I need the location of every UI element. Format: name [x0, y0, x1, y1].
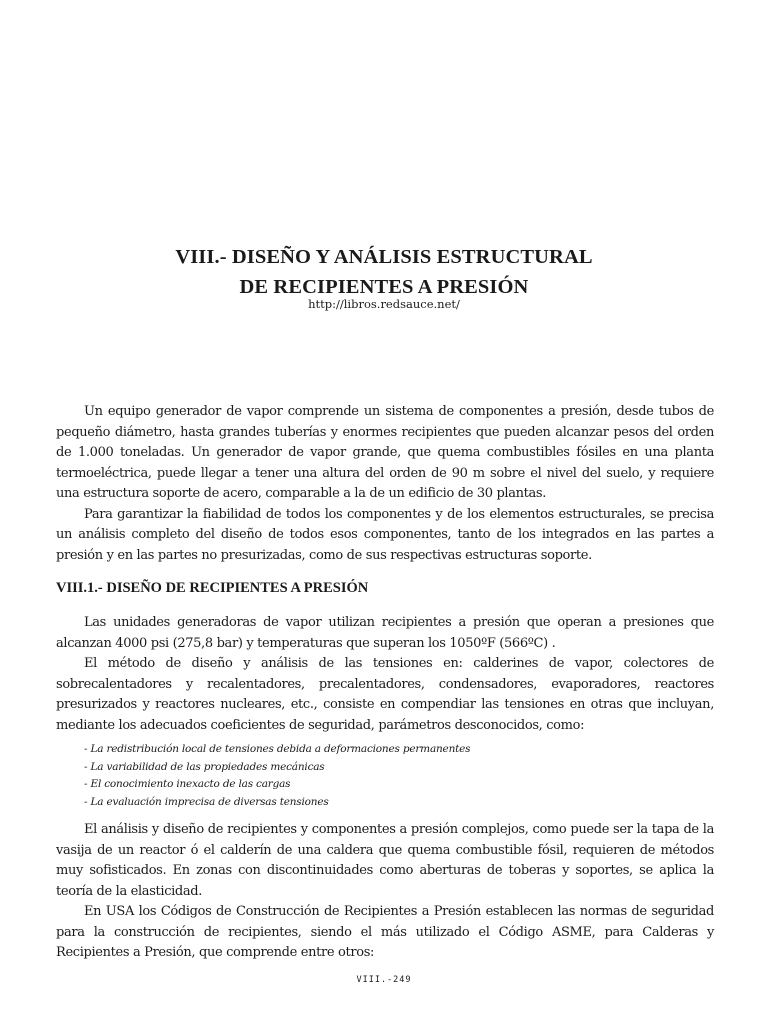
list-item: - La redistribución local de tensiones debida a deformaciones permanentes	[84, 743, 471, 755]
section-body-b	[56, 820, 714, 964]
list-item: - La evaluación imprecisa de diversas tensiones	[84, 795, 329, 808]
page-number: VIII.-249	[356, 975, 412, 985]
section-paragraph-1: Las unidades generadoras de vapor utilizan recipientes a presión que operan a presiones que alcanzan 4000 psi (275,8 bar) y temperaturas que superan los 1050ºF (566ºC) .	[56, 615, 714, 651]
intro-paragraph-2: Para garantizar la fiabilidad de todos los componentes y de los elementos estructurales, se precisa un análisis completo del diseño de todos esos componentes, tanto de los integrados en las partes a presión y en las partes no presurizadas, como de sus respectivas estructuras soporte.	[56, 506, 714, 563]
page-title-line-1: VIII.- DISEÑO Y ANÁLISIS ESTRUCTURAL	[175, 246, 593, 268]
uncertainty-list	[84, 741, 684, 811]
section-paragraph-2: El método de diseño y análisis de las tensiones en: calderines de vapor, colectores de sobrecalentadores y recalentadores, precalentadores, condensadores, evaporadores, reactores presurizados y reactores nucleares, etc., consiste en compendiar las tensiones en otras que incluyan, mediante los adecuados coeficientes de seguridad, parámetros desconocidos, como:	[56, 656, 714, 733]
section-body-a	[56, 613, 714, 736]
list-item: - El conocimiento inexacto de las cargas	[84, 778, 291, 790]
section-heading: VIII.1.- DISEÑO DE RECIPIENTES A PRESIÓN	[56, 580, 369, 596]
section-paragraph-4: En USA los Códigos de Construcción de Recipientes a Presión establecen las normas de seguridad para la construcción de recipientes, siendo el más utilizado el Código ASME, para Calderas y Recipientes a Presión, que comprende entre otros:	[56, 904, 714, 960]
list-item: - La variabilidad de las propiedades mecánicas	[84, 760, 325, 773]
intro-section	[56, 402, 714, 566]
page-title-line-2: DE RECIPIENTES A PRESIÓN	[239, 276, 529, 298]
section-paragraph-3: El análisis y diseño de recipientes y componentes a presión complejos, como puede ser la tapa de la vasija de un reactor ó el calderín de una caldera que quema combustible fósil, requieren de métodos muy sofisticados. En zonas con discontinuidades como aberturas de toberas y soportes, se aplica la teoría de la elasticidad.	[56, 822, 714, 899]
intro-paragraph-1: Un equipo generador de vapor comprende un sistema de componentes a presión, desde tubos de pequeño diámetro, hasta grandes tuberías y enormes recipientes que pueden alcanzar pesos del orden de 1.000 toneladas. Un generador de vapor grande, que quema combustibles fósiles en una planta termoeléctrica, puede llegar a tener una altura del orden de 90 m sobre el nivel del suelo, y requiere una estructura soporte de acero, comparable a la de un edificio de 30 plantas.	[56, 404, 714, 501]
source-url: http://libros.redsauce.net/	[308, 297, 460, 311]
